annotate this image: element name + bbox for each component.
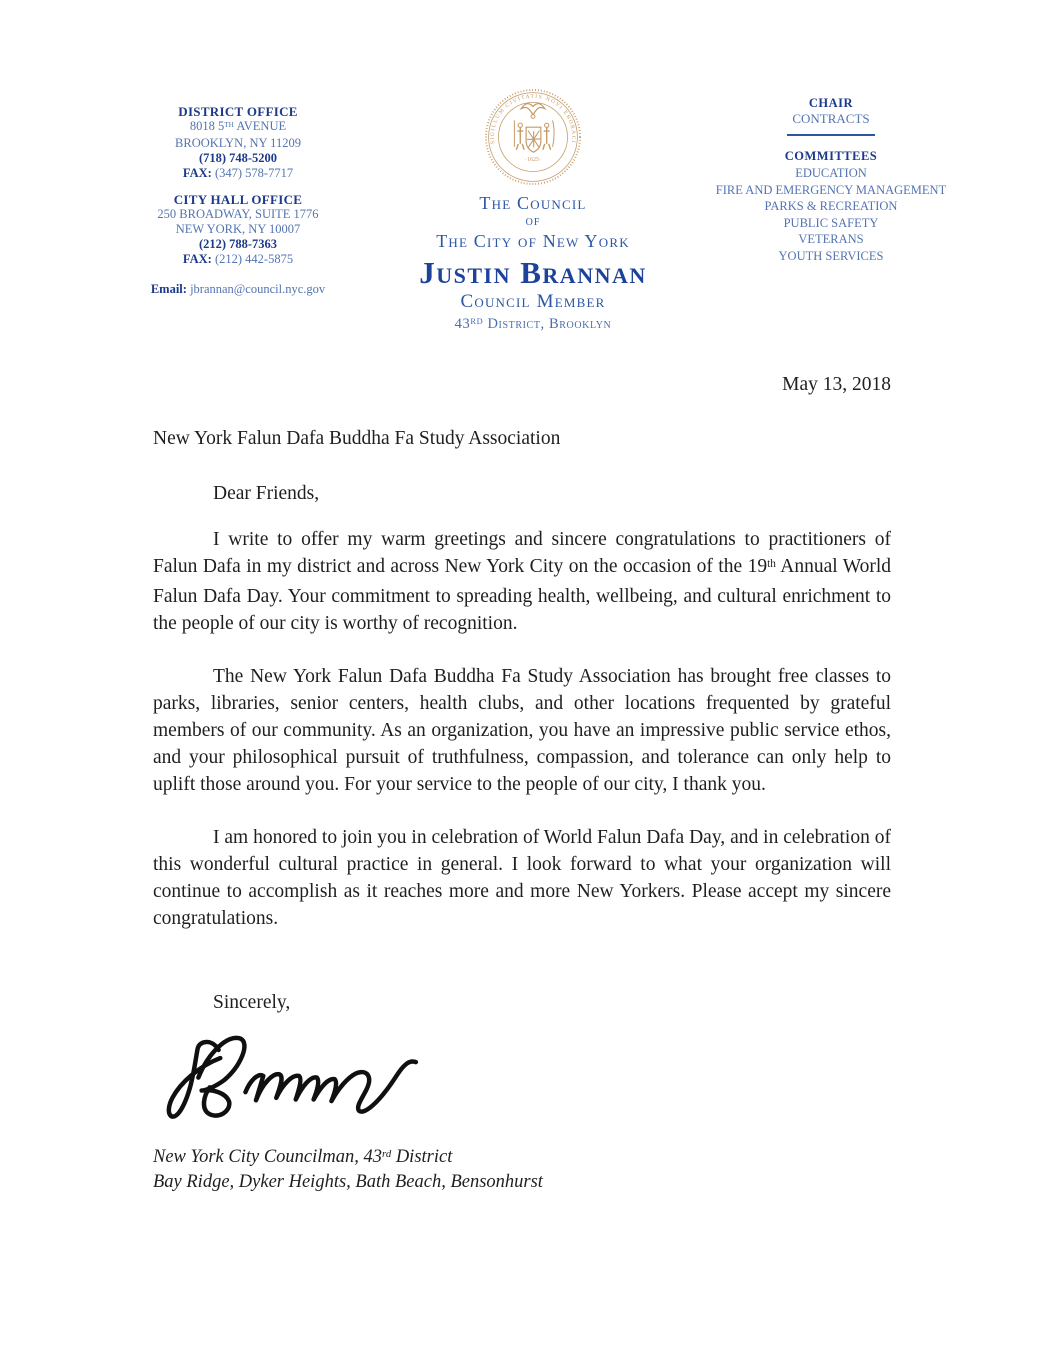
city-hall-address-line1: 250 BROADWAY, SUITE 1776 bbox=[157, 207, 319, 221]
district-superscript: RD bbox=[470, 317, 484, 327]
chair-title: CHAIR bbox=[808, 96, 854, 110]
committee-item: VETERANS bbox=[798, 232, 864, 246]
seal-year: ·1625· bbox=[524, 157, 542, 164]
committee-item: PARKS & RECREATION bbox=[764, 199, 898, 213]
fax-label: FAX: bbox=[182, 166, 212, 180]
closing-line: Sincerely, bbox=[213, 992, 291, 1013]
city-hall-phone: (212) 788-7363 bbox=[198, 237, 278, 251]
letter-date: May 13, 2018 bbox=[782, 374, 891, 395]
org-line-of: of bbox=[525, 214, 541, 229]
salutation-line: Dear Friends, bbox=[213, 483, 320, 504]
email-label: Email: bbox=[150, 282, 187, 296]
org-line-the-council: The Council bbox=[479, 193, 587, 213]
nyc-council-seal-icon bbox=[484, 88, 582, 186]
chair-committee-name: CONTRACTS bbox=[792, 111, 870, 126]
org-line-city-of-new-york: The City of New York bbox=[436, 231, 630, 251]
committee-item: FIRE AND EMERGENCY MANAGEMENT bbox=[715, 182, 947, 197]
fax-label: FAX: bbox=[182, 252, 212, 266]
paragraph-1: I write to offer my warm greetings and sincere congratulations to practitioners of Falun Dafa in my district and across New York City on the occasion of the 19th Annual World Falun Dafa Day. Your commitment to spreading health, wellbeing, and cultural enrichment to the people of our city is worthy of recognition. bbox=[153, 529, 892, 634]
committee-item: YOUTH SERVICES bbox=[778, 248, 884, 263]
city-hall-address-line2: NEW YORK, NY 10007 bbox=[175, 222, 301, 236]
handwritten-signature bbox=[165, 1024, 891, 1136]
district-office-address-line1: 8018 5TH AVENUE bbox=[189, 119, 287, 133]
paragraph-3: I am honored to join you in celebration of World Falun Dafa Day, and in celebration of this wonderful cultural practice in general. I look forward to what your organization will continue to accomplish as it reaches more and more New Yorkers. Please accept my sincere congratulations. bbox=[153, 827, 891, 929]
address-superscript: TH bbox=[224, 120, 234, 129]
signoff-block bbox=[153, 1146, 891, 1194]
committee-item: EDUCATION bbox=[795, 166, 867, 180]
council-member-district: 43RD District, Brooklyn bbox=[454, 316, 612, 332]
committees-title: COMMITTEES bbox=[784, 149, 878, 163]
chair-committees-block bbox=[699, 96, 963, 264]
paragraph-2: The New York Falun Dafa Buddha Fa Study Association has brought free classes to parks, libraries, senior centers, health clubs, and other locations frequented by grateful members of our community. As an organization, you have an impressive public service ethos, and your philosophical pursuit of truthfulness, compassion, and tolerance can only help to uplift those around you. For your service to the people of our city, I thank you. bbox=[153, 666, 891, 795]
committee-item: PUBLIC SAFETY bbox=[783, 215, 879, 230]
city-hall-office-title: CITY HALL OFFICE bbox=[173, 192, 303, 207]
council-member-title: Council Member bbox=[460, 291, 606, 312]
ordinal-superscript: rd bbox=[382, 1148, 392, 1161]
district-office-fax: FAX: (347) 578-7717 bbox=[182, 166, 294, 180]
city-hall-fax: FAX: (212) 442-5875 bbox=[182, 252, 294, 266]
district-office-phone: (718) 748-5200 bbox=[198, 151, 278, 165]
district-office-title: DISTRICT OFFICE bbox=[178, 104, 298, 119]
chair-divider bbox=[787, 134, 875, 136]
seal-motto: SIGILLUM CIVITATIS NOVI EBORACI bbox=[489, 93, 577, 145]
council-member-name: Justin Brannan bbox=[419, 255, 647, 290]
recipient-line: New York Falun Dafa Buddha Fa Study Association bbox=[153, 428, 561, 449]
district-office-address-line2: BROOKLYN, NY 11209 bbox=[175, 136, 301, 150]
ordinal-superscript: th bbox=[767, 557, 776, 570]
signoff-neighborhoods-line: Bay Ridge, Dyker Heights, Bath Beach, Bensonhurst bbox=[153, 1172, 543, 1192]
email-address: jbrannan@council.nyc.gov bbox=[186, 282, 326, 296]
letter-body bbox=[153, 371, 891, 1194]
signoff-title-line: New York City Councilman, 43rd District bbox=[153, 1147, 453, 1167]
